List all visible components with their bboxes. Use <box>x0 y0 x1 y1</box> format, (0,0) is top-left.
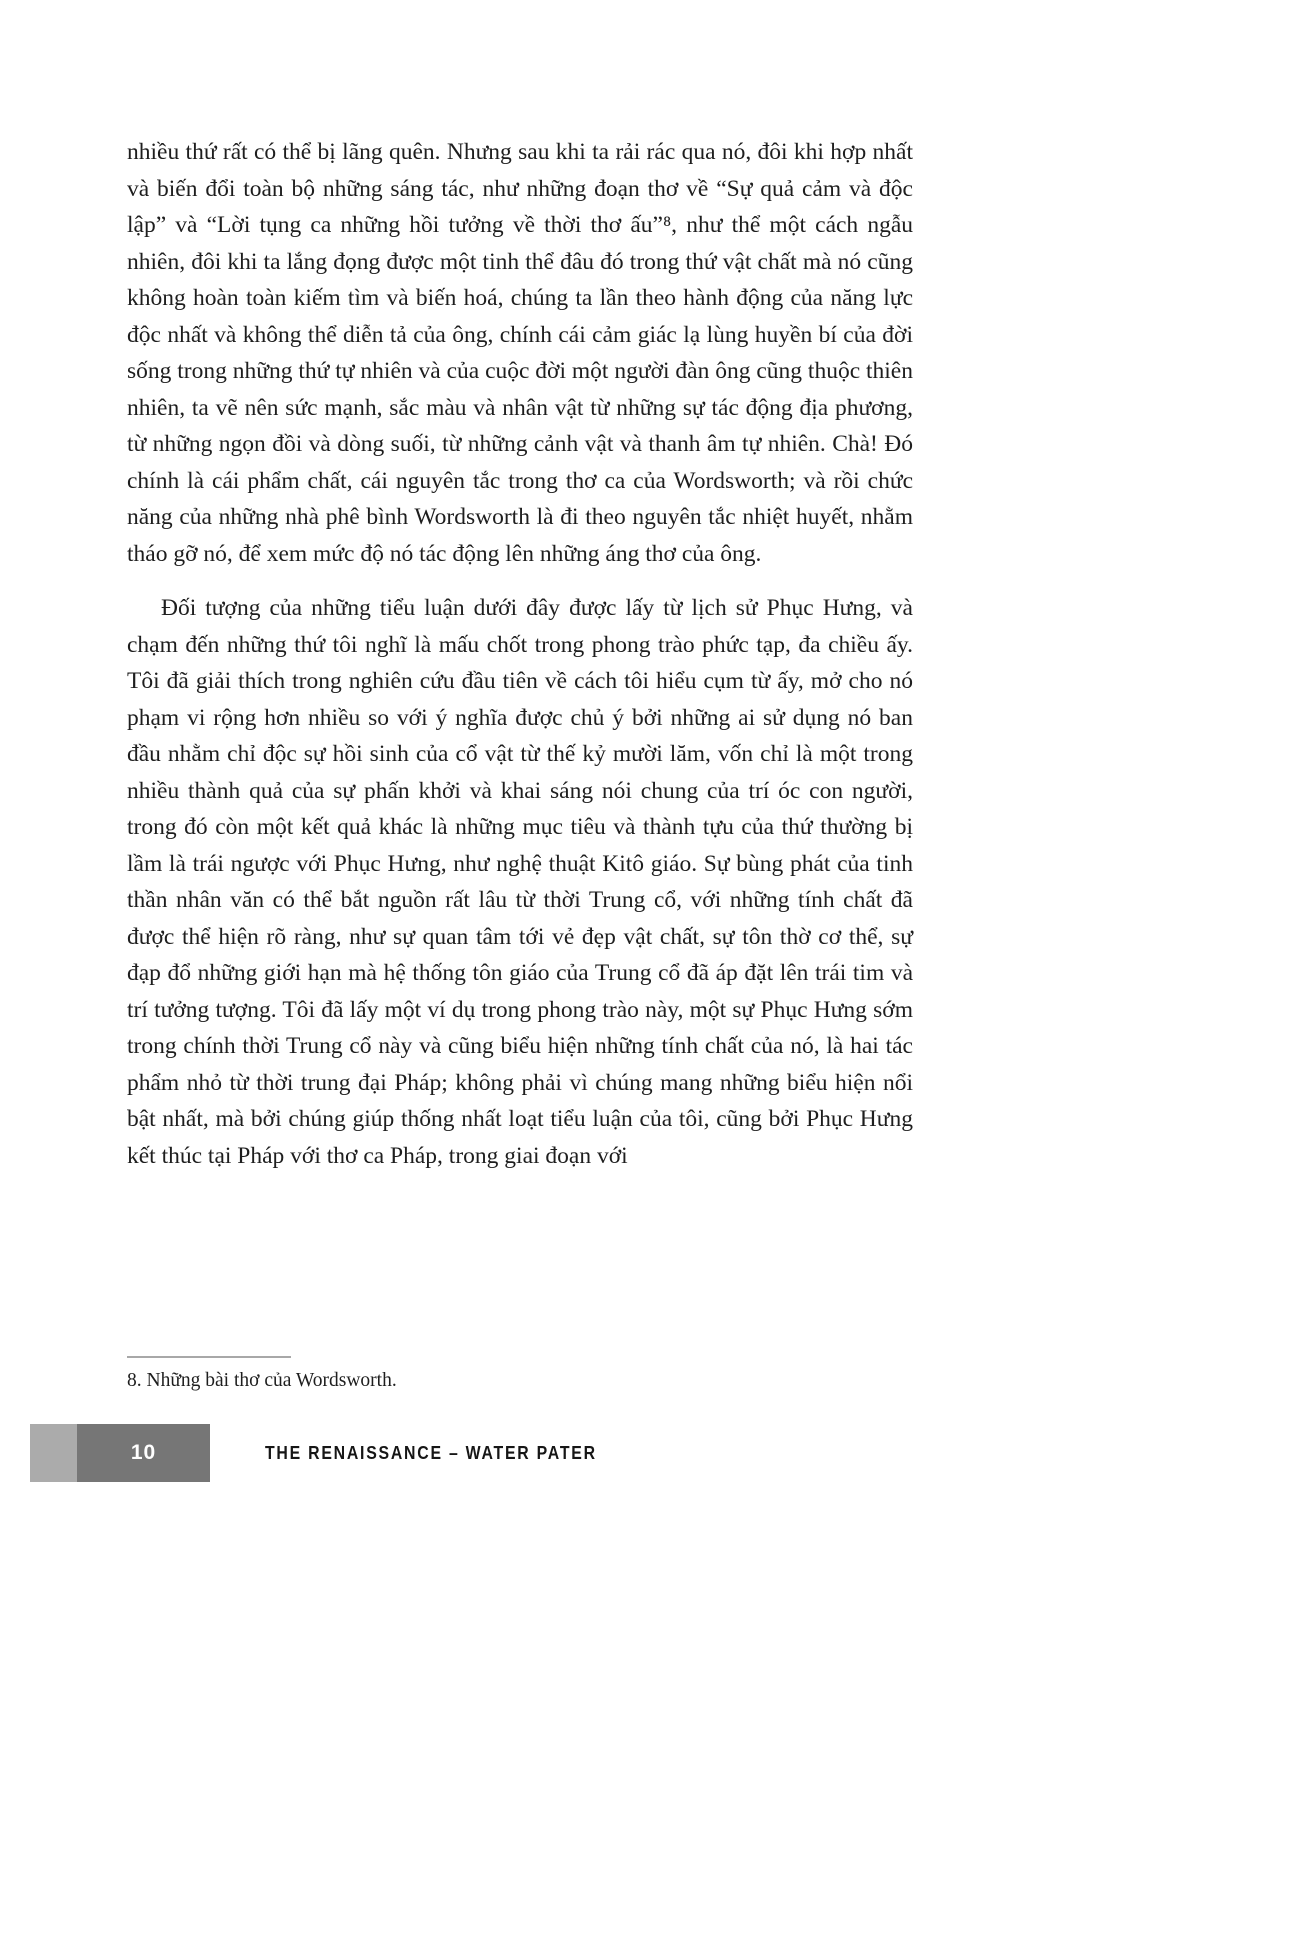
running-title: THE RENAISSANCE – WATER PATER <box>265 1442 597 1463</box>
footer-accent-block <box>30 1424 77 1482</box>
paragraph: Đối tượng của những tiểu luận dưới đây được lấy từ lịch sử Phục Hưng, và chạm đến những thứ tôi nghĩ là mấu chốt trong phong trào phức tạp, đa chiều ấy. Tôi đã giải thích trong nghiên cứu đầu tiên về cách tôi hiểu cụm từ ấy, mở cho nó phạm vi rộng hơn nhiều so với ý nghĩa được chủ ý bởi những ai sử dụng nó ban đầu nhằm chỉ độc sự hồi sinh của cổ vật từ thế kỷ mười lăm, vốn chỉ là một trong nhiều thành quả của sự phấn khởi và khai sáng nói chung của trí óc con người, trong đó còn một kết quả khác là những mục tiêu và thành tựu của thứ thường bị lầm là trái ngược với Phục Hưng, như nghệ thuật Kitô giáo. Sự bùng phát của tinh thần nhân văn có thể bắt nguồn rất lâu từ thời Trung cổ, với những tính chất đã được thể hiện rõ ràng, như sự quan tâm tới vẻ đẹp vật chất, sự tôn thờ cơ thể, sự đạp đổ những giới hạn mà hệ thống tôn giáo của Trung cổ đã áp đặt lên trái tim và trí tưởng tượng. Tôi đã lấy một ví dụ trong phong trào này, một sự Phục Hưng sớm trong chính thời Trung cổ này và cũng biểu hiện những tính chất của nó, là hai tác phẩm nhỏ từ thời trung đại Pháp; không phải vì chúng mang những biểu hiện nổi bật nhất, mà bởi chúng giúp thống nhất loạt tiểu luận của tôi, cũng bởi Phục Hưng kết thúc tại Pháp với thơ ca Pháp, trong giai đoạn với <box>127 595 913 1169</box>
footnote-text: 8. Những bài thơ của Wordsworth. <box>127 1370 397 1391</box>
page-body-text <box>127 134 913 1174</box>
page-footer <box>0 1424 1308 1482</box>
paragraph-continued: nhiều thứ rất có thể bị lãng quên. Nhưng sau khi ta rải rác qua nó, đôi khi hợp nhất và biến đổi toàn bộ những sáng tác, như những đoạn thơ về “Sự quả cảm và độc lập” và “Lời tụng ca những hồi tưởng về thời thơ ấu”⁸, như thể một cách ngẫu nhiên, đôi khi ta lắng đọng được một tinh thể đâu đó trong thứ vật chất mà nó cũng không hoàn toàn kiếm tìm và biến hoá, chúng ta lần theo hành động của năng lực độc nhất và không thể diễn tả của ông, chính cái cảm giác lạ lùng huyền bí của đời sống trong những thứ tự nhiên và của cuộc đời một người đàn ông cũng thuộc thiên nhiên, ta vẽ nên sức mạnh, sắc màu và nhân vật từ những sự tác động địa phương, từ những ngọn đồi và dòng suối, từ những cảnh vật và thanh âm tự nhiên. Chà! Đó chính là cái phẩm chất, cái nguyên tắc trong thơ ca của Wordsworth; và rồi chức năng của những nhà phê bình Wordsworth là đi theo nguyên tắc nhiệt huyết, nhằm tháo gỡ nó, để xem mức độ nó tác động lên những áng thơ của ông. <box>127 139 913 567</box>
page-number-box <box>77 1424 210 1482</box>
page-number: 10 <box>130 1441 157 1464</box>
footnote-divider <box>127 1356 291 1358</box>
